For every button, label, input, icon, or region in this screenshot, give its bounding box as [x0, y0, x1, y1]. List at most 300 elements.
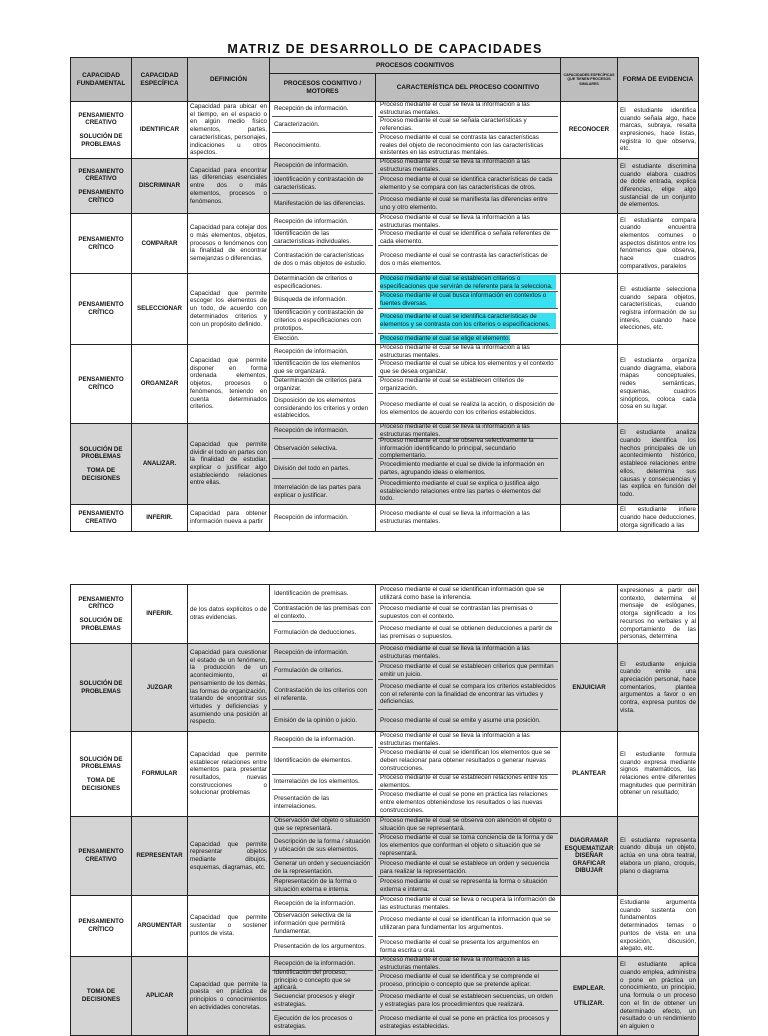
proceso-text: Elección. — [274, 335, 300, 343]
caracteristica-item — [378, 732, 558, 748]
caracteristica-text: Proceso mediante el cual se observa con atención el objeto o situación que se representará. — [380, 817, 552, 832]
estrategia-cell — [561, 644, 618, 732]
matrix-row — [71, 957, 699, 1036]
proceso-text: Ejecución de los procesos o estrategias. — [274, 1015, 353, 1030]
definicion-cell: Capacidad que permite dividir el todo en partes con la finalidad de estudiar, explicar o justificar algo estableciendo relaciones entre ellas. — [188, 424, 270, 505]
caracteristica-item — [378, 439, 558, 459]
caracteristica-item — [378, 117, 558, 133]
capacidad-fundamental-label: PENSAMIENTO CRÍTICO — [78, 376, 124, 391]
proceso-text: Identificación de premisas. — [274, 590, 349, 598]
estrategia-label: ESQUEMATIZAR — [564, 844, 614, 852]
caracteristica-text: Proceso mediante el cual se pone en práctica las relaciones entre elementos obteniéndose los resultados o las nuevas construcciones. — [380, 791, 548, 814]
definicion-cell: Capacidad para ubicar en el tiempo, en el espacio o en algún medio físico elementos, partes, características, personajes, indicaciones u otros aspectos. — [188, 102, 270, 159]
estrategia-label — [563, 992, 615, 1000]
caracteristica-text: Proceso mediante el cual se ubica los elementos y el contexto que se desea organizar. — [380, 360, 554, 375]
proceso-item — [272, 360, 373, 377]
proceso-item — [272, 790, 373, 816]
document-title: MATRIZ DE DESARROLLO DE CAPACIDADES — [227, 42, 543, 56]
definicion-cell: Capacidad para cotejar dos o más elementos, objetos, procesos o fenómenos con la finalidad de encontrar semejanzas o diferencias. — [188, 214, 270, 274]
proceso-item — [272, 292, 373, 309]
proceso-item — [272, 230, 373, 246]
matrix-row — [71, 345, 699, 424]
caracteristica-cell — [376, 896, 561, 957]
capacidad-fundamental-label: PENSAMIENTO CRÍTICO — [78, 918, 124, 933]
forma-evidencia-cell: expresiones a partir del contexto, determina el mensaje de eslóganes, otorga significado a los recursos no verbales y al comportamiento de las personas, determina — [618, 585, 699, 644]
caracteristica-text: Proceso mediante el cual se contrasta las características reales del objeto de reconocimiento con las características existentes en las estructuras mentales. — [380, 133, 544, 157]
definicion-cell: Capacidad para encontrar las diferencias esenciales entre dos o más elementos, procesos o fenómenos. — [188, 159, 270, 214]
caracteristica-text: Proceso mediante el cual se representa la forma o situación externa e interna. — [380, 878, 548, 893]
estrategia-cell — [561, 505, 618, 532]
matrix-body-1 — [71, 102, 699, 532]
proceso-item — [272, 345, 373, 360]
procesos-cell — [270, 159, 376, 214]
proceso-text: Formulación de criterios. — [274, 666, 343, 674]
proceso-item — [272, 680, 373, 710]
caracteristica-text: Proceso mediante el cual se identifican los elementos que se deben relacionar para obtener resultados o generar nuevas construcciones. — [380, 749, 551, 772]
capacidad-fundamental-label: PENSAMIENTO CREATIVO — [78, 111, 124, 127]
caracteristica-text: Proceso mediante el cual se establece un orden y secuencia para realizar la representación. — [380, 859, 550, 875]
procesos-cell — [270, 102, 376, 159]
caracteristica-text: Proceso mediante el cual se establecen criterios que permitan emitir un juicio. — [380, 662, 554, 678]
forma-evidencia-cell: El estudiante compara cuando encuentra elementos comunes o aspectos distintos entre los fenómenos que observa, hace cuadros comparativos, paralelos — [618, 214, 699, 274]
capacidad-fundamental-cell — [71, 896, 132, 957]
proceso-item — [272, 662, 373, 680]
capacidad-fundamental-label: PENSAMIENTO CRÍTICO — [78, 189, 124, 204]
proceso-text: División del todo en partes. — [274, 464, 350, 472]
caracteristica-item — [378, 585, 558, 604]
estrategia-label — [563, 922, 615, 930]
capacidad-fundamental-label: PENSAMIENTO CRÍTICO — [78, 235, 124, 251]
estrategia-cell — [561, 159, 618, 214]
proceso-text: Representación de la forma o situación externa e interna. — [274, 878, 357, 893]
capacidad-fundamental-label: TOMA DE DECISIONES — [81, 777, 121, 792]
proceso-text: Recepción de información. — [274, 648, 349, 656]
capacidad-especifica-cell: ANALIZAR. — [132, 424, 188, 505]
caracteristica-item — [378, 505, 558, 531]
procesos-cell — [270, 732, 376, 817]
proceso-item — [272, 912, 373, 937]
forma-evidencia-cell: Estudiante argumenta cuando sustenta con fundamentos determinados temas o puntos de vista en una exposición, discusión, alegato, etc. — [618, 896, 699, 957]
proceso-text: Recepción de información. — [274, 217, 349, 225]
caracteristica-item — [378, 479, 558, 504]
estrategia-label — [563, 182, 615, 190]
caracteristica-text: Proceso mediante el cual se lleva la información a las estructuras mentales. — [380, 213, 530, 229]
definicion-cell: Capacidad que permite establecer relaciones entre elementos para presentar resultados, nuevas construcciones o solucionar problemas — [188, 732, 270, 817]
matrix-row — [71, 817, 699, 896]
capacities-matrix-table-1 — [70, 57, 699, 532]
estrategia-cell — [561, 732, 618, 817]
estrategia-label: RECONOCER — [568, 126, 610, 134]
caracteristica-cell — [376, 345, 561, 424]
caracteristica-item — [378, 159, 558, 174]
proceso-item — [272, 377, 373, 394]
definicion-cell: Capacidad que permite la puesta en práctica de principios o conocimientos en actividades concretas. — [188, 957, 270, 1036]
proceso-item — [272, 505, 373, 531]
capacidad-especifica-cell: FORMULAR — [132, 732, 188, 817]
caracteristica-text: Procedimiento mediante el cual se divide la información en partes, agrupando ideas o elementos. — [380, 460, 545, 476]
estrategia-cell — [561, 585, 618, 644]
caracteristica-item — [378, 604, 558, 622]
caracteristica-item — [378, 1011, 558, 1035]
proceso-text: Observación del objeto o situación que se representará. — [274, 817, 371, 832]
forma-evidencia-cell: El estudiante discrimina cuando elabora cuadros de doble entrada, explica diferencias, elige algo sustancial de un conjunto de elementos. — [618, 159, 699, 214]
procesos-cell — [270, 896, 376, 957]
proceso-text: Recepción de información. — [274, 514, 349, 522]
forma-evidencia-cell: El estudiante analiza cuando identifica los hechos principales de un acontecimiento histórico, establece relaciones entre ellos, determina sus causas y consecuencias y las explica en función del todo. — [618, 424, 699, 505]
caracteristica-text: Proceso mediante el cual se señala características y referencias. — [380, 116, 527, 132]
matrix-row — [71, 732, 699, 817]
estrategia-cell — [561, 274, 618, 345]
proceso-text: Recepción de información. — [274, 348, 349, 356]
caracteristica-item — [378, 246, 558, 273]
capacidad-fundamental-cell — [71, 102, 132, 159]
caracteristica-text: Proceso mediante el cual se emite y asume una posición. — [380, 716, 541, 724]
proceso-text: Contrastación de características de dos o más objetos de estudio. — [274, 251, 367, 267]
caracteristica-item — [378, 790, 558, 816]
caracteristica-item — [378, 748, 558, 775]
caracteristica-item — [378, 459, 558, 479]
proceso-text: Identificación del proceso, principio o concepto que se aplicará. — [274, 969, 351, 992]
procesos-cell — [270, 505, 376, 532]
caracteristica-text: Proceso mediante el cual se identifica características de cada elemento y se compara con las características de otros. — [380, 175, 553, 191]
caracteristica-item — [378, 309, 558, 334]
proceso-item — [272, 1011, 373, 1035]
proceso-text: Búsqueda de información. — [274, 296, 348, 304]
caracteristica-text: Proceso mediante el cual se lleva la información a las estructuras mentales. — [380, 344, 530, 359]
proceso-item — [272, 133, 373, 158]
forma-evidencia-cell: El estudiante organiza cuando diagrama, elabora mapas conceptuales, redes semánticas, esquemas, cuadros sinópticos, coloca cada cosa en su lugar. — [618, 345, 699, 424]
proceso-item — [272, 102, 373, 117]
proceso-item — [272, 274, 373, 292]
definicion-cell: Capacidad para cuestionar el estado de un fenómeno, la producción de un acontecimiento, el pensamiento de los demás, las formas de organización, tratando de encontrar sus virtudes y deficiencias y asumiendo una posición al respecto. — [188, 644, 270, 732]
capacidad-especifica-cell: ARGUMENTAR — [132, 896, 188, 957]
capacidad-especifica-cell: DISCRIMINAR — [132, 159, 188, 214]
caracteristica-item — [378, 394, 558, 423]
procesos-cell — [270, 644, 376, 732]
capacidad-fundamental-cell — [71, 957, 132, 1036]
proceso-text: Interrelación de las partes para explicar o justificar. — [274, 483, 361, 499]
proceso-item — [272, 710, 373, 731]
caracteristica-item — [378, 345, 558, 360]
caracteristica-text: Proceso mediante el cual se lleva la información a las estructuras mentales. — [380, 423, 530, 438]
proceso-text: Presentación de los argumentos. — [274, 942, 367, 950]
matrix-row — [71, 102, 699, 159]
caracteristica-cell — [376, 274, 561, 345]
capacidad-especifica-cell: INFERIR. — [132, 505, 188, 532]
proceso-text: Determinación de criterios o especificaciones. — [274, 274, 353, 290]
proceso-text: Formulación de deducciones. — [274, 628, 357, 636]
proceso-item — [272, 604, 373, 622]
proceso-item — [272, 309, 373, 334]
caracteristica-cell — [376, 102, 561, 159]
proceso-text: Interrelación de los elementos. — [274, 778, 360, 786]
estrategia-label: PLANTEAR — [572, 770, 606, 778]
caracteristica-cell — [376, 214, 561, 274]
caracteristica-text: Proceso mediante el cual se obtienen deducciones a partir de las premisas o supuestos. — [380, 624, 553, 640]
forma-evidencia-cell: El estudiante representa cuando dibuja un objeto, actúa en una obra teatral, elabora un plano, croquis, plano o diagrama — [618, 817, 699, 896]
caracteristica-item — [378, 230, 558, 246]
capacidad-fundamental-cell — [71, 214, 132, 274]
procesos-cell — [270, 585, 376, 644]
caracteristica-text: Proceso mediante el cual se realiza la acción, o disposición de los elementos de acuerdo con los criterios establecidos. — [380, 400, 555, 416]
proceso-item — [272, 644, 373, 662]
proceso-text: Generar un orden y secuenciación de la representación. — [274, 859, 371, 875]
proceso-item — [272, 159, 373, 174]
matrix-row — [71, 505, 699, 532]
caracteristica-item — [378, 859, 558, 877]
caracteristica-text: Procedimiento mediante el cual se explica o justifica algo estableciendo relaciones entre las partes o elementos del todo. — [380, 479, 541, 503]
caracteristica-cell — [376, 957, 561, 1036]
caracteristica-item — [378, 991, 558, 1011]
estrategia-label: ENJUICIAR — [572, 683, 606, 691]
caracteristica-text: Proceso mediante el cual se identifica características de elementos y se contrasta con los criterios o especificaciones. — [380, 313, 556, 328]
caracteristica-text: Proceso mediante el cual se lleva o recupera la información de las estructuras mentales. — [380, 895, 556, 911]
estrategia-label — [563, 514, 615, 522]
proceso-item — [272, 479, 373, 504]
proceso-item — [272, 971, 373, 991]
definicion-cell: Capacidad que permite escoger los elementos de un todo, de acuerdo con determinados criterios y con un propósito definido. — [188, 274, 270, 345]
header-caracteristica: CARACTERÍSTICA DEL PROCESO COGNITIVO — [376, 74, 561, 102]
proceso-text: Recepción de la información. — [274, 735, 356, 743]
proceso-item — [272, 991, 373, 1011]
proceso-text: Presentación de las interrelaciones. — [274, 795, 330, 810]
definicion-cell: Capacidad que permite sustentar o sostener puntos de vista. — [188, 896, 270, 957]
header-capacidad-fundamental: CAPACIDAD FUNDAMENTAL — [71, 58, 132, 102]
proceso-text: Reconocimiento. — [274, 141, 321, 149]
capacidad-fundamental-label: PENSAMIENTO CREATIVO — [78, 848, 124, 863]
forma-evidencia-cell: El estudiante infiere cuando hace deducciones, otorga significado a las — [618, 505, 699, 532]
caracteristica-item — [378, 877, 558, 895]
estrategia-label: UTILIZAR. — [574, 999, 604, 1007]
procesos-cell — [270, 817, 376, 896]
caracteristica-text: Proceso mediante el cual se elige el elemento. — [380, 335, 511, 343]
capacidad-especifica-cell: APLICAR — [132, 957, 188, 1036]
proceso-item — [272, 214, 373, 230]
header-procesos-cognitivo-motores: PROCESOS COGNITIVO / MOTORES — [270, 74, 376, 102]
proceso-item — [272, 732, 373, 748]
capacidad-fundamental-label: SOLUCIÓN DE PROBLEMAS — [79, 445, 123, 461]
capacidad-fundamental-label: PENSAMIENTO CRÍTICO — [78, 301, 124, 316]
estrategia-cell — [561, 345, 618, 424]
caracteristica-text: Proceso mediante el cual se establecen criterios de organización. — [380, 377, 524, 392]
capacidad-fundamental-label: TOMA DE DECISIONES — [81, 467, 121, 482]
proceso-text: Descripción de la forma / situación y ubicación de sus elementos. — [274, 838, 371, 853]
proceso-text: Recepción de información. — [274, 427, 349, 435]
matrix-row — [71, 274, 699, 345]
procesos-cell — [270, 424, 376, 505]
estrategia-label — [563, 305, 615, 313]
caracteristica-cell — [376, 505, 561, 532]
proceso-text: Observación selectiva de la información que permitirá fundamentar. — [274, 912, 352, 935]
capacidad-fundamental-label: PENSAMIENTO CREATIVO — [78, 510, 124, 525]
capacidad-fundamental-cell — [71, 274, 132, 345]
proceso-text: Disposición de los elementos considerando los criterios y orden establecidos. — [274, 396, 369, 420]
proceso-text: Caracterización. — [274, 120, 320, 128]
capacidad-fundamental-cell — [71, 817, 132, 896]
matrix-row — [71, 644, 699, 732]
proceso-item — [272, 937, 373, 956]
caracteristica-item — [378, 214, 558, 230]
matrix-row — [71, 159, 699, 214]
capacidad-especifica-cell: REPRESENTAR — [132, 817, 188, 896]
matrix-body-2 — [71, 585, 699, 1036]
proceso-item — [272, 117, 373, 133]
capacidad-fundamental-label: SOLUCIÓN DE PROBLEMAS — [79, 133, 123, 148]
proceso-item — [272, 174, 373, 194]
proceso-item — [272, 859, 373, 877]
forma-evidencia-cell: El estudiante enjuicia cuando emite una apreciación personal, hace comentarios, plantea argumentos a favor o en contra, expresa puntos de vista. — [618, 644, 699, 732]
caracteristica-item — [378, 896, 558, 912]
caracteristica-text: Proceso mediante el cual se identifica y se comprende el proceso, principio o concepto que se pretende aplicar. — [380, 972, 539, 988]
caracteristica-item — [378, 274, 558, 292]
caracteristica-text: Proceso mediante el cual se manifiesta las diferencias entre uno y otro elemento. — [380, 195, 548, 211]
caracteristica-text: Proceso mediante el cual se observa selectivamente la información identificando lo principal, secundario complementario. — [380, 437, 534, 460]
capacidad-fundamental-label: PENSAMIENTO CREATIVO — [78, 167, 124, 183]
caracteristica-text: Proceso mediante el cual se establecen relaciones entre los elementos. — [380, 774, 548, 789]
caracteristica-item — [378, 133, 558, 158]
caracteristica-item — [378, 292, 558, 309]
caracteristica-text: Proceso mediante el cual se lleva la información a las estructuras mentales. — [380, 644, 530, 660]
proceso-item — [272, 194, 373, 213]
caracteristica-item — [378, 334, 558, 344]
capacidad-especifica-cell: COMPARAR — [132, 214, 188, 274]
header-estrategia: CAPACIDADES ESPECÍFICAS QUE TIENEN PROCESOS SIMILARES — [561, 58, 618, 102]
estrategia-cell — [561, 214, 618, 274]
estrategia-cell — [561, 957, 618, 1036]
caracteristica-text: Proceso mediante el cual se presenta los argumentos en forma escrita u oral. — [380, 938, 539, 954]
capacidad-fundamental-cell — [71, 424, 132, 505]
caracteristica-cell — [376, 159, 561, 214]
caracteristica-text: Proceso mediante el cual se establecen criterios o especificaciones que servirán de referente para la selecciona. — [380, 275, 556, 290]
caracteristica-text: Proceso mediante el cual se compara los criterios establecidos con el referente con la finalidad de encontrar las virtudes y deficiencias. — [380, 682, 556, 706]
matrix-row — [71, 585, 699, 644]
matrix-row — [71, 424, 699, 505]
caracteristica-text: Proceso mediante el cual se toma conciencia de la forma y de los elementos que conforman el objeto o situación que se representará. — [380, 834, 554, 857]
caracteristica-text: Proceso mediante el cual se identifica o señala referentes de cada elemento. — [380, 229, 551, 245]
matrix-row — [71, 214, 699, 274]
caracteristica-item — [378, 377, 558, 394]
caracteristica-item — [378, 834, 558, 859]
matrix-row — [71, 896, 699, 957]
estrategia-label: DIBUJAR — [575, 867, 603, 875]
caracteristica-item — [378, 662, 558, 680]
proceso-text: Contrastación de las premisas con el contexto. — [274, 604, 371, 620]
proceso-text: Identificación y contrastación de criterios o especificaciones con prototipos. — [274, 309, 364, 332]
caracteristica-text: Proceso mediante el cual se lleva la información a las estructuras mentales. — [380, 731, 530, 747]
capacidad-fundamental-cell — [71, 345, 132, 424]
capacidad-fundamental-cell — [71, 732, 132, 817]
caracteristica-text: Proceso mediante el cual se lleva la información a las estructuras mentales. — [380, 101, 530, 116]
definicion-cell: Capacidad que permite representar objetos mediante dibujos, esquemas, diagramas, etc. — [188, 817, 270, 896]
proceso-item — [272, 424, 373, 439]
caracteristica-item — [378, 360, 558, 377]
proceso-item — [272, 459, 373, 479]
definicion-cell: de los datos explícitos o de otras evidencias. — [188, 585, 270, 644]
proceso-item — [272, 246, 373, 273]
proceso-item — [272, 394, 373, 423]
proceso-text: Determinación de criterios para organizar. — [274, 377, 362, 392]
forma-evidencia-cell: El estudiante selecciona cuando separa objetos, características, cuando registra información de su interés, cuando hace elecciones, etc. — [618, 274, 699, 345]
proceso-item — [272, 585, 373, 604]
caracteristica-cell — [376, 817, 561, 896]
estrategia-label: EMPLEAR. — [573, 984, 605, 992]
capacidad-fundamental-label: SOLUCIÓN DE PROBLEMAS — [79, 617, 123, 632]
capacidad-fundamental-label: PENSAMIENTO CRÍTICO — [78, 595, 124, 611]
capacidad-fundamental-label: SOLUCIÓN DE PROBLEMAS — [79, 679, 123, 695]
capacidad-fundamental-cell — [71, 505, 132, 532]
capacidad-fundamental-cell — [71, 585, 132, 644]
procesos-cell — [270, 345, 376, 424]
caracteristica-item — [378, 102, 558, 117]
caracteristica-item — [378, 194, 558, 213]
capacidad-fundamental-label: SOLUCIÓN DE PROBLEMAS — [79, 755, 123, 771]
capacities-matrix-table-2 — [70, 584, 699, 1036]
caracteristica-text: Proceso mediante el cual se lleva la información a las estructuras mentales. — [380, 955, 530, 971]
capacidad-especifica-cell: ORGANIZAR — [132, 345, 188, 424]
caracteristica-text: Proceso mediante el cual se lleva la información a las estructuras mentales. — [380, 510, 530, 525]
caracteristica-item — [378, 775, 558, 790]
caracteristica-text: Proceso mediante el cual se contrastan las premisas o supuestos con el contexto. — [380, 604, 533, 620]
caracteristica-text: Proceso mediante el cual se pone en práctica los procesos y estrategias establecidas. — [380, 1015, 550, 1030]
caracteristica-item — [378, 680, 558, 710]
caracteristica-item — [378, 817, 558, 834]
proceso-text: Manifestación de las diferencias. — [274, 199, 366, 207]
procesos-cell — [270, 274, 376, 345]
proceso-text: Emisión de la opinión o juicio. — [274, 716, 357, 724]
forma-evidencia-cell: El estudiante aplica cuando emplea, administra o pone en práctica un conocimiento, un principio, una formula o un proceso con el fin de obtener un determinado efecto, un resultado o un rendimiento en alguien o — [618, 957, 699, 1036]
caracteristica-item — [378, 912, 558, 937]
caracteristica-cell — [376, 644, 561, 732]
caracteristica-text: Proceso mediante el cual se contrasta las características de dos o más elementos. — [380, 251, 548, 267]
header-forma-evidencia: FORMA DE EVIDENCIA — [618, 58, 699, 102]
caracteristica-text: Proceso mediante el cual se lleva la información a las estructuras mentales. — [380, 158, 530, 173]
caracteristica-text: Proceso mediante el cual se identifican información que se utilizará como base la inferencia. — [380, 586, 545, 601]
caracteristica-text: Proceso mediante el cual se identifican la información que se utilizaran para fundamentar los argumentos. — [380, 916, 551, 931]
proceso-item — [272, 439, 373, 459]
proceso-text: Recepción de información. — [274, 162, 349, 170]
caracteristica-text: Proceso mediante el cual se establecen secuencias, un orden y estrategias para los procedimientos que realizará. — [380, 992, 553, 1008]
proceso-text: Identificación de las características individuales. — [274, 229, 351, 245]
estrategia-label — [563, 380, 615, 388]
capacidad-especifica-cell: INFERIR. — [132, 585, 188, 644]
proceso-text: Recepción de la información. — [274, 959, 356, 967]
capacidad-especifica-cell: JUZGAR — [132, 644, 188, 732]
capacidad-fundamental-cell — [71, 644, 132, 732]
definicion-cell: Capacidad que permite disponer en forma ordenada elementos, objetos, procesos o fenómenos, teniendo en cuenta determinados criterios. — [188, 345, 270, 424]
proceso-item — [272, 834, 373, 859]
caracteristica-item — [378, 971, 558, 991]
caracteristica-item — [378, 937, 558, 956]
proceso-text: Secuenciar procesos y elegir estrategias. — [274, 992, 355, 1008]
proceso-item — [272, 817, 373, 834]
caracteristica-cell — [376, 424, 561, 505]
proceso-item — [272, 775, 373, 790]
caracteristica-item — [378, 644, 558, 662]
caracteristica-item — [378, 710, 558, 731]
caracteristica-text: Proceso mediante el cual busca información en contextos o fuentes diversas. — [380, 292, 556, 307]
estrategia-label — [563, 240, 615, 248]
header-procesos-cognitivos: PROCESOS COGNITIVOS — [270, 58, 561, 74]
capacidad-especifica-cell: IDENTIFICAR — [132, 102, 188, 159]
estrategia-label: GRAFICAR — [572, 859, 606, 867]
capacidad-especifica-cell: SELECCIONAR — [132, 274, 188, 345]
forma-evidencia-cell: El estudiante formula cuando expresa mediante signos matemáticos, las relaciones entre diferentes magnitudes que permitirán obtener un resultado; — [618, 732, 699, 817]
capacidad-fundamental-label: TOMA DE DECISIONES — [81, 988, 121, 1003]
estrategia-cell — [561, 896, 618, 957]
capacidad-fundamental-cell — [71, 159, 132, 214]
caracteristica-item — [378, 957, 558, 971]
proceso-text: Identificación de elementos. — [274, 757, 353, 765]
